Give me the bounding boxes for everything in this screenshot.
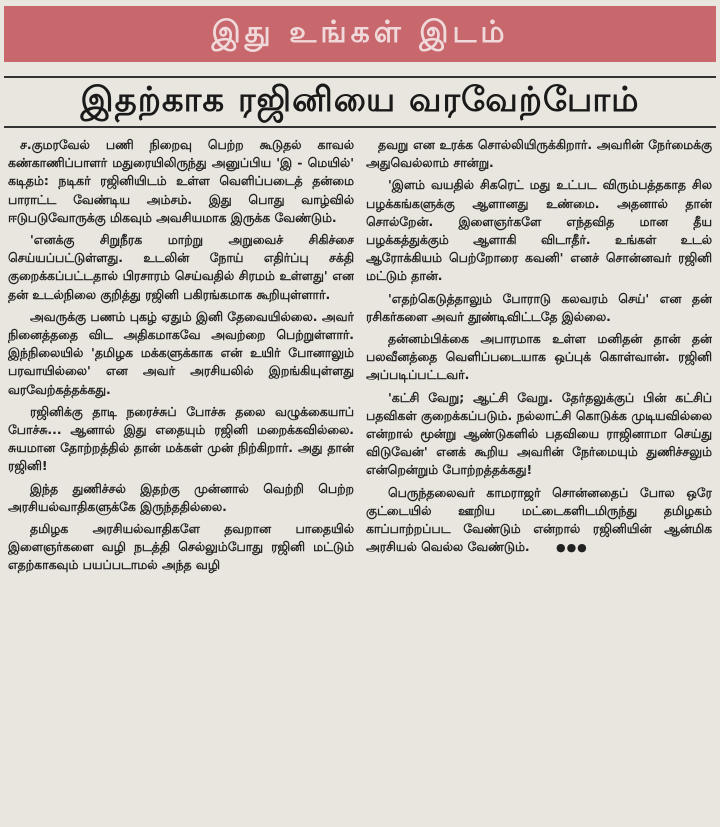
headline-box <box>4 76 716 128</box>
column-left <box>8 136 354 826</box>
article-body <box>8 136 712 826</box>
paragraph: 'இளம் வயதில் சிகரெட் மது உட்பட விரும்பத்தகாத சில பழக்கங்களுக்கு ஆளானது உண்மை. அதனால் தான் சொல்றேன். இளைஞர்களே எந்தவித மான தீய பழக்கத்துக்கும் ஆளாகி விடாதீர். உங்கள் உடல் ஆரோக்கியம் பெற்றோரை கவனி' எனச் சொன்னவர் ரஜினி மட்டும் தான். <box>366 177 712 284</box>
paragraph: இந்த துணிச்சல் இதற்கு முன்னால் வெற்றி பெற்ற அரசியல்வாதிகளுக்கே இருந்ததில்லை. <box>8 480 354 514</box>
paragraph: தவறு என உரக்க சொல்லியிருக்கிறார். அவரின் நேர்மைக்கு அதுவெல்லாம் சான்று. <box>366 137 712 171</box>
paragraph-last <box>366 484 712 558</box>
section-banner <box>4 6 716 62</box>
paragraph: தன்னம்பிக்கை அபாரமாக உள்ள மனிதன் தான் தன் பலவீனத்தை வெளிப்படையாக ஒப்புக் கொள்வான். ரஜினி அப்படிப்பட்டவர். <box>366 331 712 383</box>
paragraph: 'கட்சி வேறு; ஆட்சி வேறு. தேர்தலுக்குப் பின் கட்சிப் பதவிகள் குறைக்கப்படும். நல்லாட்சி கொடுக்க முடியவில்லை என்றால் மூன்று ஆண்டுகளில் பதவியை ராஜினாமா செய்து விடுவேன்' எனக் கூறிய அவரின் நேர்மையும் துணிச்சலும் என்றென்றும் போற்றத்தக்கது! <box>366 389 712 478</box>
paragraph: தமிழக அரசியல்வாதிகளே தவறான பாதையில் இளைஞர்களை வழி நடத்தி செல்லும்போது ரஜினி மட்டும் எதற்காகவும் பயப்படாமல் அந்த வழி <box>8 521 354 573</box>
paragraph-text: பெருந்தலைவர் காமராஜர் சொன்னதைப் போல ஒரே குட்டையில் ஊறிய மட்டைகளிடமிருந்து தமிழகம் காப்பாற்றப்பட வேண்டும் என்றால் ரஜினியின் ஆன்மிக அரசியல் வெல்ல வேண்டும். <box>366 484 712 555</box>
end-mark: ●●● <box>555 541 588 555</box>
section-title: இது உங்கள் இடம் <box>211 14 509 50</box>
paragraph: 'எதற்கெடுத்தாலும் போராடு கலவரம் செய்' என தன் ரசிகர்களை அவர் தூண்டிவிட்டதே இல்லை. <box>366 290 712 324</box>
paragraph: அவருக்கு பணம் புகழ் ஏதும் இனி தேவையில்லை. அவர் நினைத்ததை விட அதிகமாகவே அவற்றை பெற்றுள்ளார். இந்நிலையில் 'தமிழக மக்களுக்காக என் உயிர் போனாலும் பரவாயில்லை' என அவர் அரசியலில் இறங்கியுள்ளது வரவேற்கத்தக்கது. <box>8 308 354 397</box>
paragraph: ரஜினிக்கு தாடி நரைச்சுப் போச்சு தலை வழுக்கையாப் போச்சு... ஆனால் இது எதையும் ரஜினி மறைக்கவில்லை. சுயமான தோற்றத்தில் தான் மக்கள் முன் நிற்கிறார். அது தான் ரஜினி! <box>8 403 354 474</box>
headline: இதற்காக ரஜினியை வரவேற்போம் <box>80 80 640 120</box>
paragraph: ச.குமரவேல் பணி நிறைவு பெற்ற கூடுதல் காவல் கண்காணிப்பாளர் மதுரையிலிருந்து அனுப்பிய 'இ - மெயில்' கடிதம்: நடிகர் ரஜினியிடம் உள்ள வெளிப்படைத் தன்மை பாராட்ட வேண்டிய அம்சம். இது பொது வாழ்வில் ஈடுபடுவோருக்கு மிகவும் அவசியமாக இருக்க வேண்டும். <box>8 137 354 225</box>
column-right <box>366 136 712 826</box>
paragraph: 'எனக்கு சிறுநீரக மாற்று அறுவைச் சிகிச்சை செய்யப்பட்டுள்ளது. உடலின் நோய் எதிர்ப்பு சக்தி குறைக்கப்பட்டதால் பிரசாரம் செய்வதில் சிரமம் உள்ளது' என தன் உடல்நிலை குறித்து ரஜினி பகிரங்கமாக கூறியுள்ளார். <box>8 232 354 302</box>
